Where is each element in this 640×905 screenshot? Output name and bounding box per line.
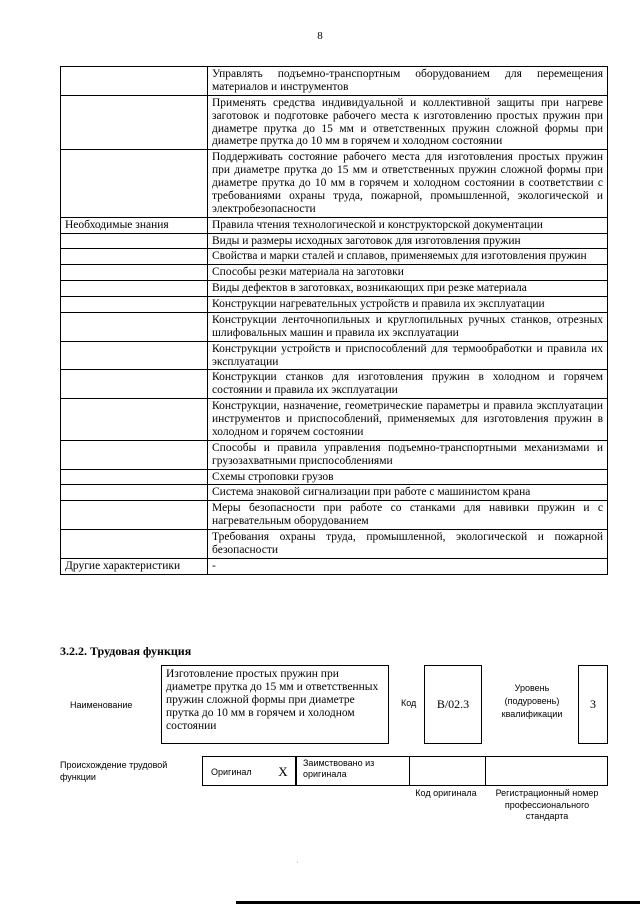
- row-label: [61, 485, 208, 501]
- row-label: [61, 249, 208, 265]
- row-text: Конструкции, назначение, геометрические параметры и правила эксплуатации инструментов и приспособлений, применяемых для изготовления пружин в холодном и горячем состоянии: [208, 399, 608, 441]
- row-text: Конструкции станков для изготовления пружин в холодном и горячем состоянии и правила их эксплуатации: [208, 370, 608, 399]
- table-row: [61, 95, 608, 150]
- level-label: Уровень (подуровень) квалификации: [501, 683, 563, 720]
- row-label: [61, 469, 208, 485]
- row-label: [61, 95, 208, 150]
- table-row: [61, 217, 608, 233]
- bottom-rule: [236, 901, 640, 904]
- row-label: [61, 312, 208, 341]
- row-text: Система знаковой сигнализации при работе с машинистом крана: [208, 485, 608, 501]
- function-code-box: B/02.3: [424, 665, 482, 744]
- table-row: [61, 281, 608, 297]
- table-row: [61, 558, 608, 574]
- row-text: Виды и размеры исходных заготовок для изготовления пружин: [208, 233, 608, 249]
- row-label: [61, 501, 208, 530]
- level-value-box: 3: [578, 665, 608, 744]
- row-label: [61, 233, 208, 249]
- original-code-label: Код оригинала: [415, 788, 477, 798]
- table-row: [61, 370, 608, 399]
- reg-number-label: Регистрационный номер профессионального стандарта: [495, 788, 599, 822]
- table-row: [61, 297, 608, 313]
- row-label: [61, 370, 208, 399]
- code-label: Код: [401, 698, 417, 708]
- row-text: Управлять подъемно-транспортным оборудованием для перемещения материалов и инструментов: [208, 67, 608, 96]
- row-text: Конструкции ленточнопильных и круглопильных ручных станков, отрезных шлифовальных машин и правила их эксплуатации: [208, 312, 608, 341]
- row-label: [61, 281, 208, 297]
- skills-knowledge-table: [60, 66, 608, 575]
- row-label: Другие характеристики: [61, 558, 208, 574]
- table-row: [61, 440, 608, 469]
- row-text: Правила чтения технологической и конструкторской документации: [208, 217, 608, 233]
- table-row: [61, 485, 608, 501]
- scan-dot: ·: [296, 858, 299, 867]
- page-number: 8: [317, 30, 323, 42]
- row-text: -: [208, 558, 608, 574]
- table-row: [61, 501, 608, 530]
- row-label: [61, 440, 208, 469]
- borrowed-cell: Заимствовано из оригинала: [296, 756, 410, 786]
- original-code-cell: [410, 756, 486, 786]
- name-label: Наименование: [70, 700, 133, 710]
- row-text: Способы резки материала на заготовки: [208, 265, 608, 281]
- row-label: Необходимые знания: [61, 217, 208, 233]
- row-label: [61, 297, 208, 313]
- row-text: Свойства и марки сталей и сплавов, применяемых для изготовления пружин: [208, 249, 608, 265]
- original-cell: Оригинал: [202, 756, 271, 786]
- row-text: Способы и правила управления подъемно-транспортными механизмами и грузозахватными приспособлениями: [208, 440, 608, 469]
- row-text: Применять средства индивидуальной и коллективной защиты при нагреве заготовок и подготовке рабочего места к изготовлению простых пружин при диаметре прутка до 15 мм и ответственных пружин сложной формы при диаметре прутка до 10 мм в горячем и холодном состоянии: [208, 95, 608, 150]
- table-row: [61, 249, 608, 265]
- table-row: [61, 399, 608, 441]
- original-mark-cell: X: [271, 756, 296, 786]
- origin-label: Происхождение трудовой функции: [60, 760, 168, 782]
- row-label: [61, 341, 208, 370]
- table-row: [61, 265, 608, 281]
- row-text: Конструкции устройств и приспособлений для термообработки и правила их эксплуатации: [208, 341, 608, 370]
- row-text: Конструкции нагревательных устройств и правила их эксплуатации: [208, 297, 608, 313]
- table-row: [61, 150, 608, 217]
- row-label: [61, 265, 208, 281]
- table-row: [61, 469, 608, 485]
- table-row: [61, 530, 608, 559]
- row-text: Виды дефектов в заготовках, возникающих при резке материала: [208, 281, 608, 297]
- row-text: Меры безопасности при работе со станками для навивки пружин и с нагревательным оборудованием: [208, 501, 608, 530]
- table-row: [61, 67, 608, 96]
- row-label: [61, 399, 208, 441]
- table-row: [61, 312, 608, 341]
- row-text: Поддерживать состояние рабочего места для изготовления простых пружин при диаметре прутка до 15 мм и ответственных пружин сложной формы при диаметре прутка до 10 мм в горячем и холодном состоянии в соответствии с требованиями охраны труда, пожарной, промышленной, экологической и электробезопасности: [208, 150, 608, 217]
- reg-number-cell: [486, 756, 608, 786]
- row-label: [61, 67, 208, 96]
- function-name-box: Изготовление простых пружин при диаметре прутка до 15 мм и ответственных пружин сложной формы при диаметре прутка до 10 мм в горячем и холодном состоянии: [161, 665, 389, 744]
- row-text: Схемы строповки грузов: [208, 469, 608, 485]
- section-title: 3.2.2. Трудовая функция: [60, 644, 192, 658]
- row-label: [61, 150, 208, 217]
- row-label: [61, 530, 208, 559]
- table-row: [61, 341, 608, 370]
- row-text: Требования охраны труда, промышленной, экологической и пожарной безопасности: [208, 530, 608, 559]
- table-row: [61, 233, 608, 249]
